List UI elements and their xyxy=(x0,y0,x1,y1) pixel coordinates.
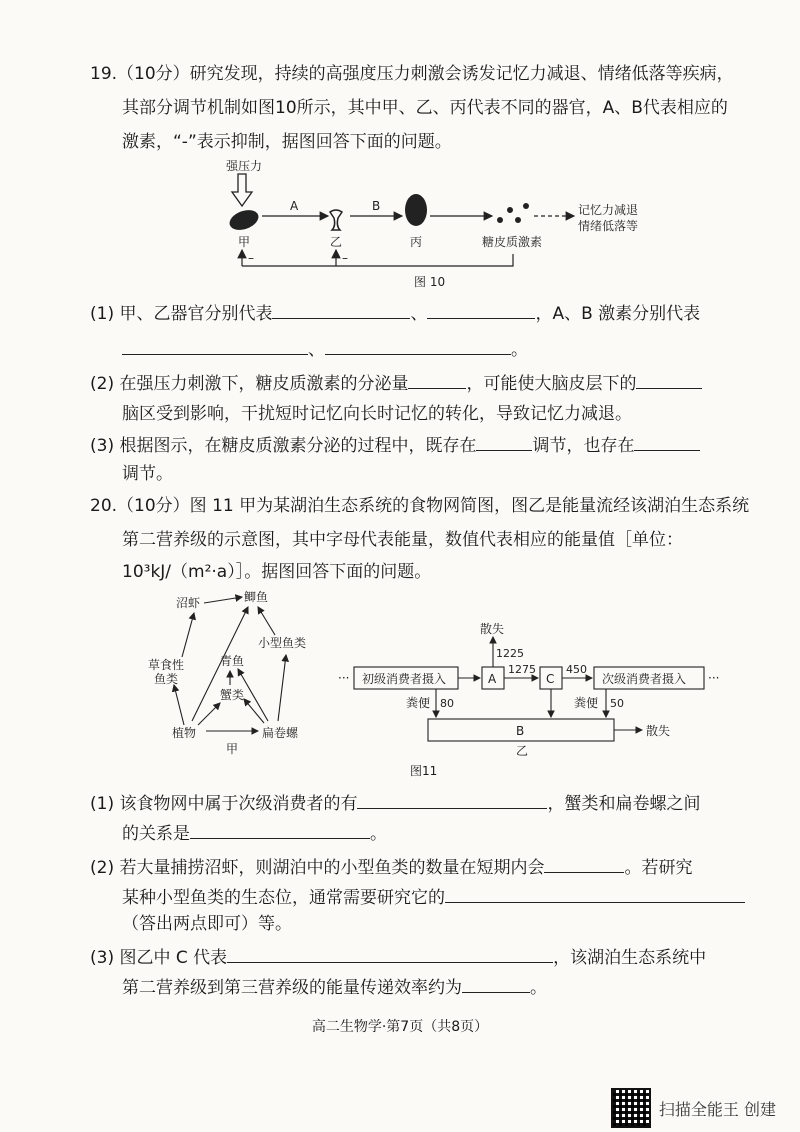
node-snail: 扁卷螺 xyxy=(262,726,299,740)
ellipsis-left: ··· xyxy=(338,671,350,685)
node-plant: 植物 xyxy=(172,726,197,740)
q20-line-2: 第二营养级的示意图，其中字母代表能量，数值代表相应的能量值［单位： xyxy=(122,530,683,550)
value-80: 80 xyxy=(440,697,454,710)
hormone-dot xyxy=(515,217,521,223)
q19-sub3-line1: (3) 根据图示，在糖皮质激素分泌的过程中，既存在 调节，也存在 xyxy=(90,432,700,458)
answer-blank-6[interactable] xyxy=(636,370,702,389)
edge-plant-crab xyxy=(198,703,220,725)
hormone-dot xyxy=(497,217,503,223)
organ-jia-shape xyxy=(227,206,261,233)
label-box-a: A xyxy=(488,672,497,686)
label-minus-jia: – xyxy=(248,251,254,265)
answer-blank-14[interactable] xyxy=(462,974,530,993)
figure-10-caption: 图 10 xyxy=(414,275,446,289)
feedback-line xyxy=(242,254,513,266)
label-feces-2: 粪便 xyxy=(574,696,599,710)
label-hormone-b: B xyxy=(372,199,381,213)
label-hormone-a: A xyxy=(290,199,299,213)
edge-shrimp-crucian xyxy=(204,597,242,603)
value-1225: 1225 xyxy=(496,647,524,660)
label-primary-intake: 初级消费者摄入 xyxy=(362,672,447,686)
label-glucocorticoid: 糖皮质激素 xyxy=(482,235,543,249)
answer-blank-13[interactable] xyxy=(227,944,553,963)
label-dissipate-right: 散失 xyxy=(646,724,671,738)
label-feces-1: 粪便 xyxy=(406,696,431,710)
answer-blank-5[interactable] xyxy=(408,370,466,389)
q19-sub1-line1: (1) 甲、乙器官分别代表 、 ，A、B 激素分别代表 xyxy=(90,300,700,326)
answer-blank-1[interactable] xyxy=(272,300,410,319)
node-crab: 蟹类 xyxy=(220,688,245,702)
q20-sub3-line2: 第二营养级到第三营养级的能量传递效率约为 。 xyxy=(122,974,547,1000)
q20-sub2-line1: (2) 若大量捕捞沼虾，则湖泊中的小型鱼类的数量在短期内会 。若研究 xyxy=(90,854,692,880)
food-web-label: 甲 xyxy=(226,742,239,756)
answer-blank-9[interactable] xyxy=(357,790,547,809)
answer-blank-8[interactable] xyxy=(634,432,700,451)
node-shrimp: 沼虾 xyxy=(176,596,201,610)
value-50: 50 xyxy=(610,697,624,710)
q20-sub1-line2: 的关系是 。 xyxy=(122,820,387,846)
answer-blank-11[interactable] xyxy=(544,854,624,873)
edge-herbfish-shrimp xyxy=(182,613,194,657)
label-effect-1: 记忆力减退 xyxy=(578,203,639,217)
label-bing: 丙 xyxy=(410,235,423,249)
q19-line-2: 其部分调节机制如图10所示，其中甲、乙、丙代表不同的器官，A、B代表相应的 xyxy=(122,98,728,118)
value-1275: 1275 xyxy=(508,663,536,676)
answer-blank-12[interactable] xyxy=(445,884,745,903)
figure-11-caption: 图11 xyxy=(410,764,438,778)
label-jia: 甲 xyxy=(238,235,251,249)
label-box-b: B xyxy=(516,724,525,738)
label-secondary-intake: 次级消费者摄入 xyxy=(602,672,687,686)
watermark-text: 扫描全能王 创建 xyxy=(658,1099,776,1119)
label-yi: 乙 xyxy=(330,235,343,249)
edge-snail-crab xyxy=(244,699,264,723)
energy-flow-diagram xyxy=(336,615,776,760)
node-crucian: 鲫鱼 xyxy=(244,590,269,604)
q20-sub3-line1: (3) 图乙中 C 代表 ，该湖泊生态系统中 xyxy=(90,944,706,970)
node-black-carp: 青鱼 xyxy=(220,654,245,668)
answer-blank-3[interactable] xyxy=(122,336,308,355)
energy-flow-label: 乙 xyxy=(516,744,529,758)
edge-smallfish-crucian xyxy=(258,607,275,635)
q19-sub2-line1: (2) 在强压力刺激下，糖皮质激素的分泌量 ，可能使大脑皮层下的 xyxy=(90,370,702,396)
label-dissipate-top: 散失 xyxy=(480,622,505,636)
q20-sub2-line3: （答出两点即可）等。 xyxy=(122,914,292,934)
page-footer: 高二生物学·第7页（共8页） xyxy=(311,1019,489,1035)
label-effect-2: 情绪低落等 xyxy=(578,219,639,233)
q20-line-3: 10³kJ/（m²·a）］。据图回答下面的问题。 xyxy=(122,562,432,582)
q20-line-1: 20.（10分）图 11 甲为某湖泊生态系统的食物网简图，图乙是能量流经该湖泊生态系统 xyxy=(90,496,750,516)
label-stimulus: 强压力 xyxy=(226,159,263,173)
q19-sub1-line2: 、 。 xyxy=(122,336,528,362)
stimulus-arrow xyxy=(232,174,252,206)
value-450: 450 xyxy=(566,663,587,676)
node-herbivorous-fish: 草食性 xyxy=(148,658,185,672)
organ-yi-shape xyxy=(330,210,342,230)
q19-line-1: 19.（10分）研究发现，持续的高强度压力刺激会诱发记忆力减退、情绪低落等疾病， xyxy=(90,64,734,84)
edge-snail-smallfish xyxy=(278,655,286,721)
q19-sub3-line2: 调节。 xyxy=(122,464,173,484)
edge-plant-herbfish xyxy=(174,685,184,725)
answer-blank-4[interactable] xyxy=(325,336,511,355)
organ-bing-shape xyxy=(405,194,427,226)
scanner-watermark xyxy=(611,1088,776,1128)
food-web-diagram xyxy=(140,585,340,760)
q19-line-3: 激素，“-”表示抑制，据图回答下面的问题。 xyxy=(122,132,452,152)
node-herbivorous-fish-2: 鱼类 xyxy=(154,672,179,686)
node-small-fish: 小型鱼类 xyxy=(258,636,307,650)
label-box-c: C xyxy=(546,672,555,686)
label-minus-yi: – xyxy=(342,251,348,265)
answer-blank-2[interactable] xyxy=(427,300,535,319)
q20-sub2-line2: 某种小型鱼类的生态位，通常需要研究它的 xyxy=(122,884,745,910)
qr-code-icon xyxy=(611,1088,651,1128)
hormone-dot xyxy=(507,207,513,213)
q20-sub1-line1: (1) 该食物网中属于次级消费者的有 ，蟹类和扁卷螺之间 xyxy=(90,790,700,816)
answer-blank-7[interactable] xyxy=(476,432,532,451)
figure-10 xyxy=(200,150,700,295)
ellipsis-right: ··· xyxy=(708,671,720,685)
q19-sub2-line2: 脑区受到影响，干扰短时记忆向长时记忆的转化，导致记忆力减退。 xyxy=(122,404,632,424)
hormone-dot xyxy=(523,203,529,209)
answer-blank-10[interactable] xyxy=(190,820,370,839)
